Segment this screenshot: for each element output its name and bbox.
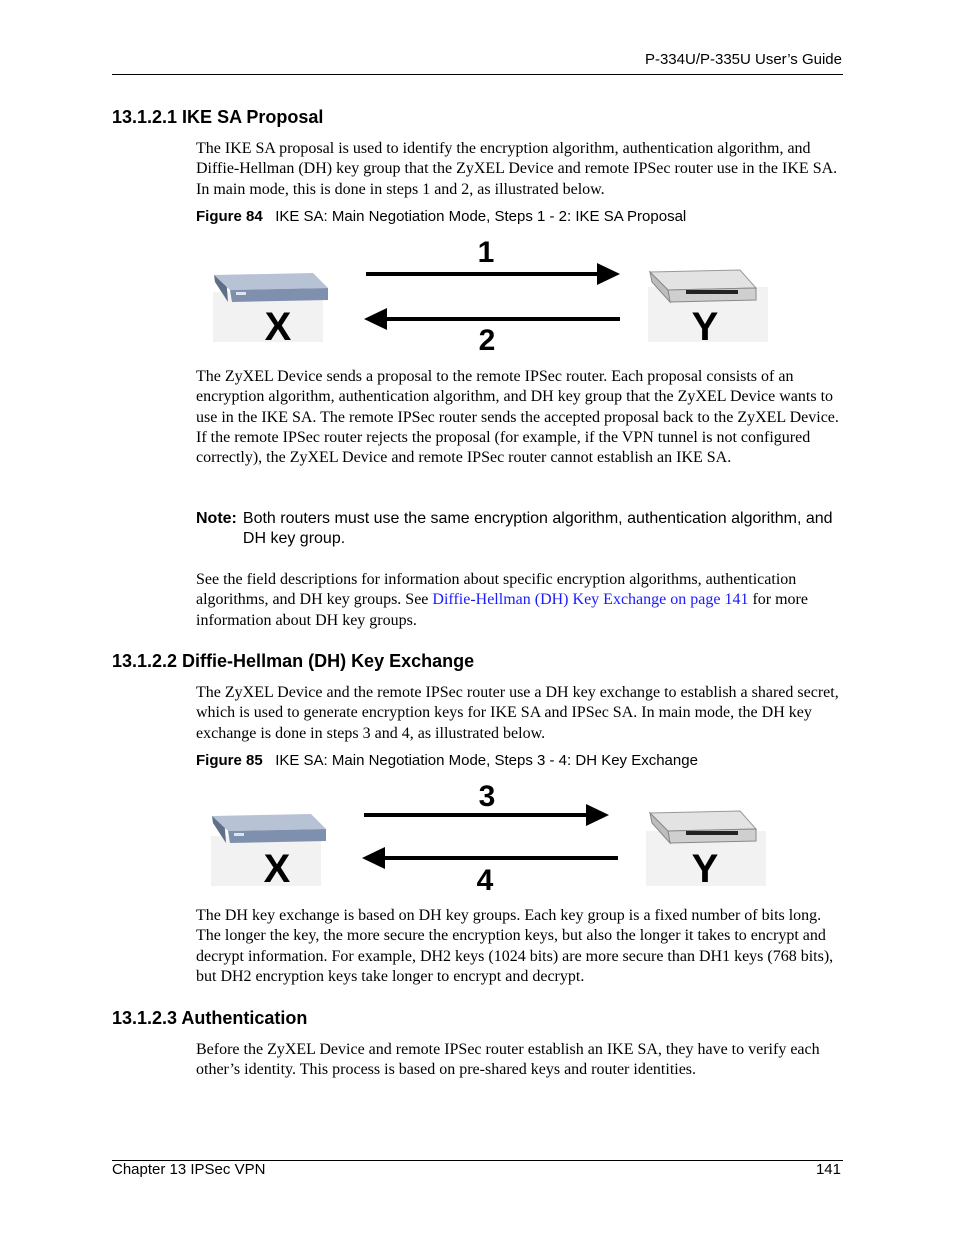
see-field-descriptions-paragraph <box>196 570 842 631</box>
see-text-before: See the field descriptions for information about specific encryption algorithms, authentication algorithms, and DH key groups. See <box>196 571 797 609</box>
step-4-label: 4 <box>476 864 494 896</box>
section-heading-ike-sa-proposal: 13.1.2.1 IKE SA Proposal <box>112 107 324 127</box>
see-text-after: for more information about DH key groups. <box>196 591 808 629</box>
note-block <box>196 509 846 549</box>
figure-84-label: Figure 84 <box>196 208 263 225</box>
dh-key-exchange-paragraph: The ZyXEL Device and the remote IPSec router use a DH key exchange to establish a shared secret, which is used to generate encryption keys for IKE SA and IPSec SA. In main mode, the DH key exchange is done in steps 3 and 4, as illustrated below. <box>196 684 839 742</box>
note-label: Note: <box>196 510 237 527</box>
arrow-back-head <box>362 847 385 869</box>
note-text: Both routers must use the same encryption algorithm, authentication algorithm, and DH key group. <box>242 510 833 547</box>
figure-85-caption <box>196 752 698 769</box>
step-1-label: 1 <box>477 236 495 269</box>
router-y-icon <box>650 811 756 843</box>
router-x-label: X <box>264 305 292 349</box>
step-3-label: 3 <box>478 780 496 813</box>
figure-85-diagram <box>206 776 771 896</box>
figure-85-caption-text: IKE SA: Main Negotiation Mode, Steps 3 - 4: DH Key Exchange <box>275 752 698 769</box>
arrow-back-head <box>364 308 387 330</box>
router-x-label: X <box>263 847 291 891</box>
section-heading-authentication: 13.1.2.3 Authentication <box>112 1008 308 1028</box>
arrow-forward-head <box>586 804 609 826</box>
ike-sa-proposal-paragraph: The IKE SA proposal is used to identify the encryption algorithm, authentication algorithm, and Diffie-Hellman (DH) key group that the ZyXEL Device and remote IPSec router use in the IKE SA. In main mode, this is done in steps 1 and 2, as illustrated below. <box>196 140 838 198</box>
proposal-description-paragraph: The ZyXEL Device sends a proposal to the remote IPSec router. Each proposal consists of an encryption algorithm, authentication algorithm, and DH key group that the ZyXEL Device wants to use in the IKE SA. The remote IPSec router sends the accepted proposal back to the ZyXEL Device. If the remote IPSec router rejects the proposal (for example, if the VPN tunnel is not configured correctly), the ZyXEL Device and remote IPSec router cannot establish an IKE SA. <box>196 368 839 467</box>
router-y-label: Y <box>691 305 719 349</box>
header-rule <box>112 74 843 75</box>
router-y-icon <box>650 270 756 302</box>
router-y-label: Y <box>691 847 719 891</box>
figure-84-caption-text: IKE SA: Main Negotiation Mode, Steps 1 - 2: IKE SA Proposal <box>275 208 687 225</box>
dh-key-groups-paragraph: The DH key exchange is based on DH key groups. Each key group is a fixed number of bits long. The longer the key, the more secure the encryption keys, but also the longer it takes to encrypt and decrypt information. For example, DH2 keys (1024 bits) are more secure than DH1 keys (768 bits), but DH2 encryption keys take longer to encrypt and decrypt. <box>196 907 834 985</box>
figure-84-diagram <box>208 232 773 352</box>
authentication-paragraph: Before the ZyXEL Device and remote IPSec router establish an IKE SA, they have to verify each other’s identity. This process is based on pre-shared keys and router identities. <box>196 1041 820 1079</box>
figure-85-label: Figure 85 <box>196 752 263 769</box>
arrow-forward-head <box>597 263 620 285</box>
dh-key-exchange-link[interactable]: Diffie-Hellman (DH) Key Exchange on page 141 <box>432 591 749 609</box>
footer-chapter: Chapter 13 IPSec VPN <box>112 1161 266 1178</box>
step-2-label: 2 <box>478 324 496 352</box>
figure-84-caption <box>196 208 686 225</box>
section-heading-dh-key-exchange: 13.1.2.2 Diffie-Hellman (DH) Key Exchange <box>112 651 475 671</box>
page-number: 141 <box>815 1161 841 1178</box>
guide-title: P-334U/P-335U User’s Guide <box>644 51 842 68</box>
